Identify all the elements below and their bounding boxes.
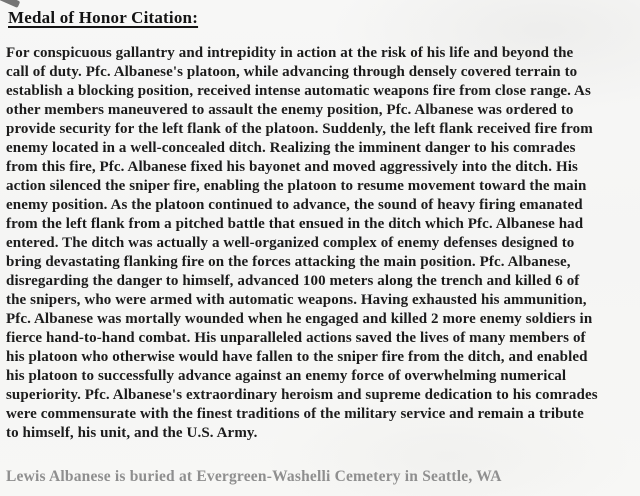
scan-corner-artifact [0, 0, 20, 8]
citation-line: call of duty. Pfc. Albanese's platoon, while advancing through densely covered terrain to [6, 64, 578, 80]
citation-line: provide security for the left flank of the platoon. Suddenly, the left flank received fire from [6, 121, 593, 137]
citation-body [6, 44, 640, 443]
citation-line: his platoon who otherwise would have fallen to the sniper fire from the ditch, and enabled [6, 349, 588, 365]
citation-line: enemy located in a well-concealed ditch. Realizing the imminent danger to his comrades [6, 140, 576, 156]
citation-line: his platoon to successfully advance against an enemy force of overwhelming numerical [6, 368, 567, 384]
citation-line: were commensurate with the finest traditions of the military service and remain a tribute [6, 406, 584, 422]
citation-line: entered. The ditch was actually a well-organized complex of enemy defenses designed to [6, 235, 575, 251]
citation-line: superiority. Pfc. Albanese's extraordinary heroism and supreme dedication to his comrades [6, 387, 598, 403]
citation-line: to himself, his unit, and the U.S. Army. [6, 425, 258, 441]
citation-line: from the left flank from a pitched battle that ensued in the ditch which Pfc. Albanese had [6, 216, 584, 232]
burial-location-note: Lewis Albanese is buried at Evergreen-Washelli Cemetery in Seattle, WA [6, 468, 502, 485]
citation-line: bring devastating flanking fire on the forces attacking the main position. Pfc. Albanese, [6, 254, 571, 270]
citation-line: For conspicuous gallantry and intrepidity in action at the risk of his life and beyond the [6, 45, 574, 61]
citation-line: other members maneuvered to assault the enemy position, Pfc. Albanese was ordered to [6, 102, 574, 118]
citation-line: Pfc. Albanese was mortally wounded when he engaged and killed 2 more enemy soldiers in [6, 311, 593, 327]
citation-line: establish a blocking position, received intense automatic weapons fire from close range. As [6, 83, 591, 99]
citation-line: disregarding the danger to himself, advanced 100 meters along the trench and killed 6 of [6, 273, 580, 289]
citation-line: enemy position. As the platoon continued to advance, the sound of heavy firing emanated [6, 197, 583, 213]
document-title: Medal of Honor Citation: [8, 8, 199, 27]
citation-line: from this fire, Pfc. Albanese fixed his bayonet and moved aggressively into the ditch. His [6, 159, 578, 175]
citation-line: the snipers, who were armed with automatic weapons. Having exhausted his ammunition, [6, 292, 587, 308]
citation-line: fierce hand-to-hand combat. His unparalleled actions saved the lives of many members of [6, 330, 586, 346]
citation-line: action silenced the sniper fire, enabling the platoon to resume movement toward the main [6, 178, 587, 194]
